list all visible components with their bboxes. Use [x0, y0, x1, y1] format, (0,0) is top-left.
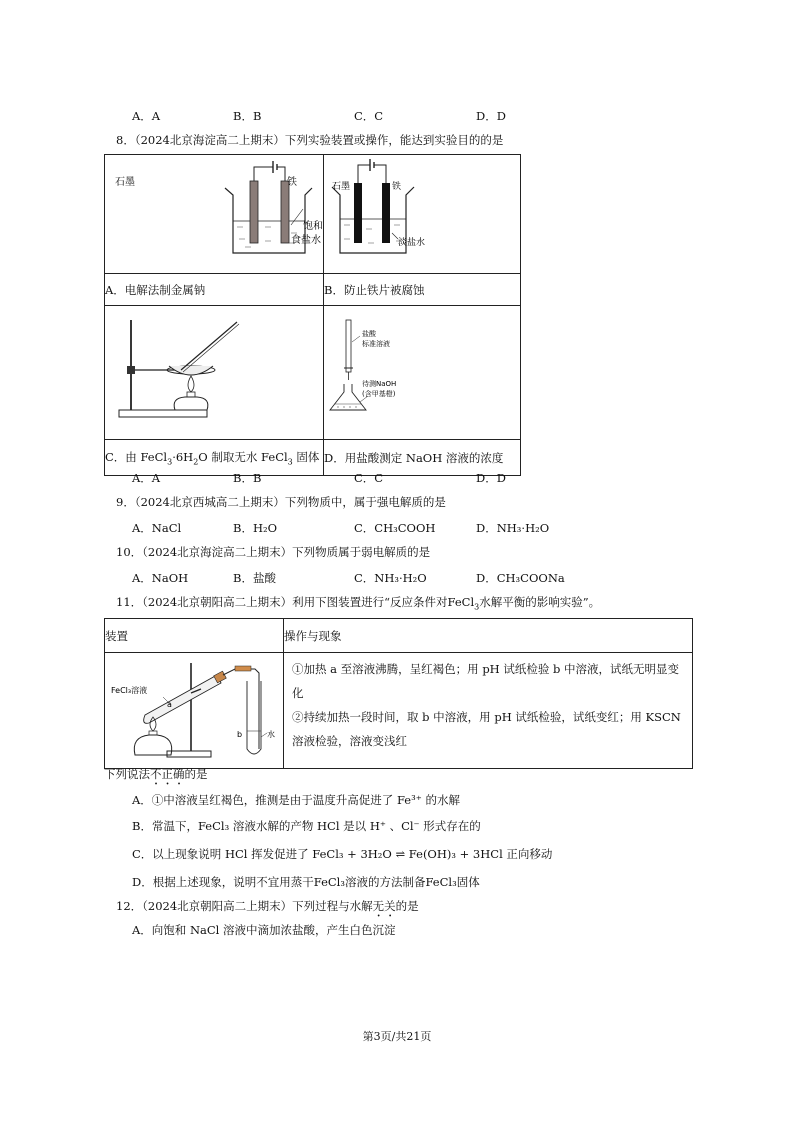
q7-option-d: D．D	[476, 109, 506, 123]
q11-question-emphasis: 不正确	[150, 767, 185, 781]
evaporation-apparatus-figure	[105, 306, 323, 436]
q8-cell-c-figure	[105, 306, 324, 440]
q11-header-operations: 操作与现象	[284, 619, 693, 653]
q8-caption-a: A．电解法制金属钠	[105, 274, 324, 306]
q12-stem-emphasis: 无关	[372, 899, 396, 913]
q11-question-text-2: 的是	[184, 767, 208, 781]
q8-caption-d: D．用盐酸测定 NaOH 溶液的浓度	[324, 440, 521, 476]
q11-stem-text-1: 11．（2024北京朝阳高二上期末）利用下图装置进行“反应条件对FeCl	[116, 595, 475, 609]
q11-operation-2: ②持续加热一段时间，取 b 中溶液，用 pH 试纸检验，试纸变红；用 KSCN 溶液检验，溶液变浅红	[292, 710, 681, 748]
q8-caption-b: B．防止铁片被腐蚀	[324, 274, 521, 306]
label-methyl-orange: (含甲基橙)	[362, 390, 396, 398]
q10-option-c: C．NH₃·H₂O	[354, 571, 427, 585]
q11-question-text-1: 下列说法	[104, 767, 150, 781]
q9-stem: 9．（2024北京西城高二上期末）下列物质中，属于强电解质的是	[116, 495, 446, 509]
q11-stem-text-2: 水解平衡的影响实验”。	[479, 595, 601, 609]
label-fecl3-solution: FeCl₃溶液	[111, 686, 148, 695]
q8-cell-d-figure	[324, 306, 521, 440]
q11-option-b: B．常温下，FeCl₃ 溶液水解的产物 HCl 是以 H⁺ 、Cl⁻ 形式存在的	[132, 819, 481, 833]
electrolysis-apparatus-figure	[105, 155, 323, 270]
label-graphite-b: 石墨	[332, 182, 351, 192]
q12-stem-text-1: 12．（2024北京朝阳高二上期末）下列过程与水解	[116, 899, 373, 913]
label-water: 水	[267, 730, 275, 739]
q11-question	[104, 766, 208, 788]
q8-table	[104, 154, 521, 476]
q9-option-d: D．NH₃·H₂O	[476, 521, 550, 535]
label-tube-a: a	[167, 700, 172, 709]
label-standard-solution: 标准溶液	[362, 340, 390, 348]
q8-caption-c: C．由 $FeCl_3\cdot 6H_2O$ 制取无水 FeCl$_3$ 固体	[105, 440, 324, 476]
label-hydrochloric-acid: 盐酸	[362, 330, 376, 338]
q11-operations-cell	[284, 653, 693, 769]
label-dilute-brine: 淡盐水	[398, 238, 426, 248]
caption-c-text-4: 固体	[296, 449, 320, 464]
titration-apparatus-figure	[324, 306, 520, 436]
page-footer: 第3页/共21页	[362, 1030, 432, 1043]
q8-cell-b-figure	[324, 155, 521, 274]
q8-stem: 8．（2024北京海淀高二上期末）下列实验装置或操作，能达到实验目的的是	[116, 133, 504, 147]
label-graphite: 石墨	[115, 177, 135, 188]
caption-c-text-3: O 制取无水 FeCl	[198, 449, 288, 464]
q11-option-a: A．①中溶液呈红褐色，推测是由于温度升高促进了 Fe³⁺ 的水解	[132, 793, 460, 807]
q9-option-b: B．H₂O	[233, 521, 278, 535]
q8-option-d: D．D	[476, 471, 506, 485]
q10-option-a: A．NaOH	[132, 571, 189, 585]
label-saturated: 饱和	[303, 221, 323, 232]
iron-protection-figure	[324, 155, 520, 270]
label-iron: 铁	[287, 177, 297, 188]
label-naoh-test: 待测NaOH	[362, 380, 397, 388]
q9-option-a: A．NaCl	[132, 521, 182, 535]
caption-c-text-1: C．由 FeCl	[105, 449, 168, 464]
caption-c-text-2: ·6H	[172, 449, 194, 464]
q12-option-a: A．向饱和 NaCl 溶液中滴加浓盐酸，产生白色沉淀	[132, 923, 396, 937]
q9-option-c: C．CH₃COOH	[354, 521, 436, 535]
q10-stem: 10．（2024北京海淀高二上期末）下列物质属于弱电解质的是	[116, 545, 431, 559]
q7-option-b: B．B	[233, 109, 262, 123]
q11-device-figure-cell	[105, 653, 284, 769]
q8-option-a: A．A	[132, 471, 161, 485]
q11-header-device: 装置	[105, 619, 284, 653]
q7-option-c: C．C	[354, 109, 384, 123]
q11-option-d: D．根据上述现象，说明不宜用蒸干FeCl₃溶液的方法制备FeCl₃固体	[132, 875, 480, 889]
hydrolysis-apparatus-figure	[105, 653, 283, 765]
q11-table	[104, 618, 693, 769]
label-brine: 食盐水	[291, 235, 321, 246]
label-iron-b: 铁	[392, 182, 402, 192]
q10-option-d: D．CH₃COONa	[476, 571, 565, 585]
q11-operation-1: ①加热 a 至溶液沸腾，呈红褐色；用 pH 试纸检验 b 中溶液，试纸无明显变化	[292, 662, 680, 700]
q11-stem: 11．（2024北京朝阳高二上期末）利用下图装置进行“反应条件对FeCl$_3$水解平衡的影响实验”。	[116, 595, 601, 612]
label-tube-b: b	[237, 730, 243, 739]
q7-option-a: A．A	[132, 109, 161, 123]
q10-option-b: B．盐酸	[233, 571, 276, 585]
q12-stem-text-2: 的是	[395, 899, 419, 913]
q11-option-c: C．以上现象说明 HCl 挥发促进了 FeCl₃ + 3H₂O ⇌ Fe(OH)₃ + 3HCl 正向移动	[132, 847, 553, 861]
q8-cell-a-figure	[105, 155, 324, 274]
q12-stem	[116, 898, 419, 920]
q8-option-c: C．C	[354, 471, 384, 485]
q8-option-b: B．B	[233, 471, 262, 485]
